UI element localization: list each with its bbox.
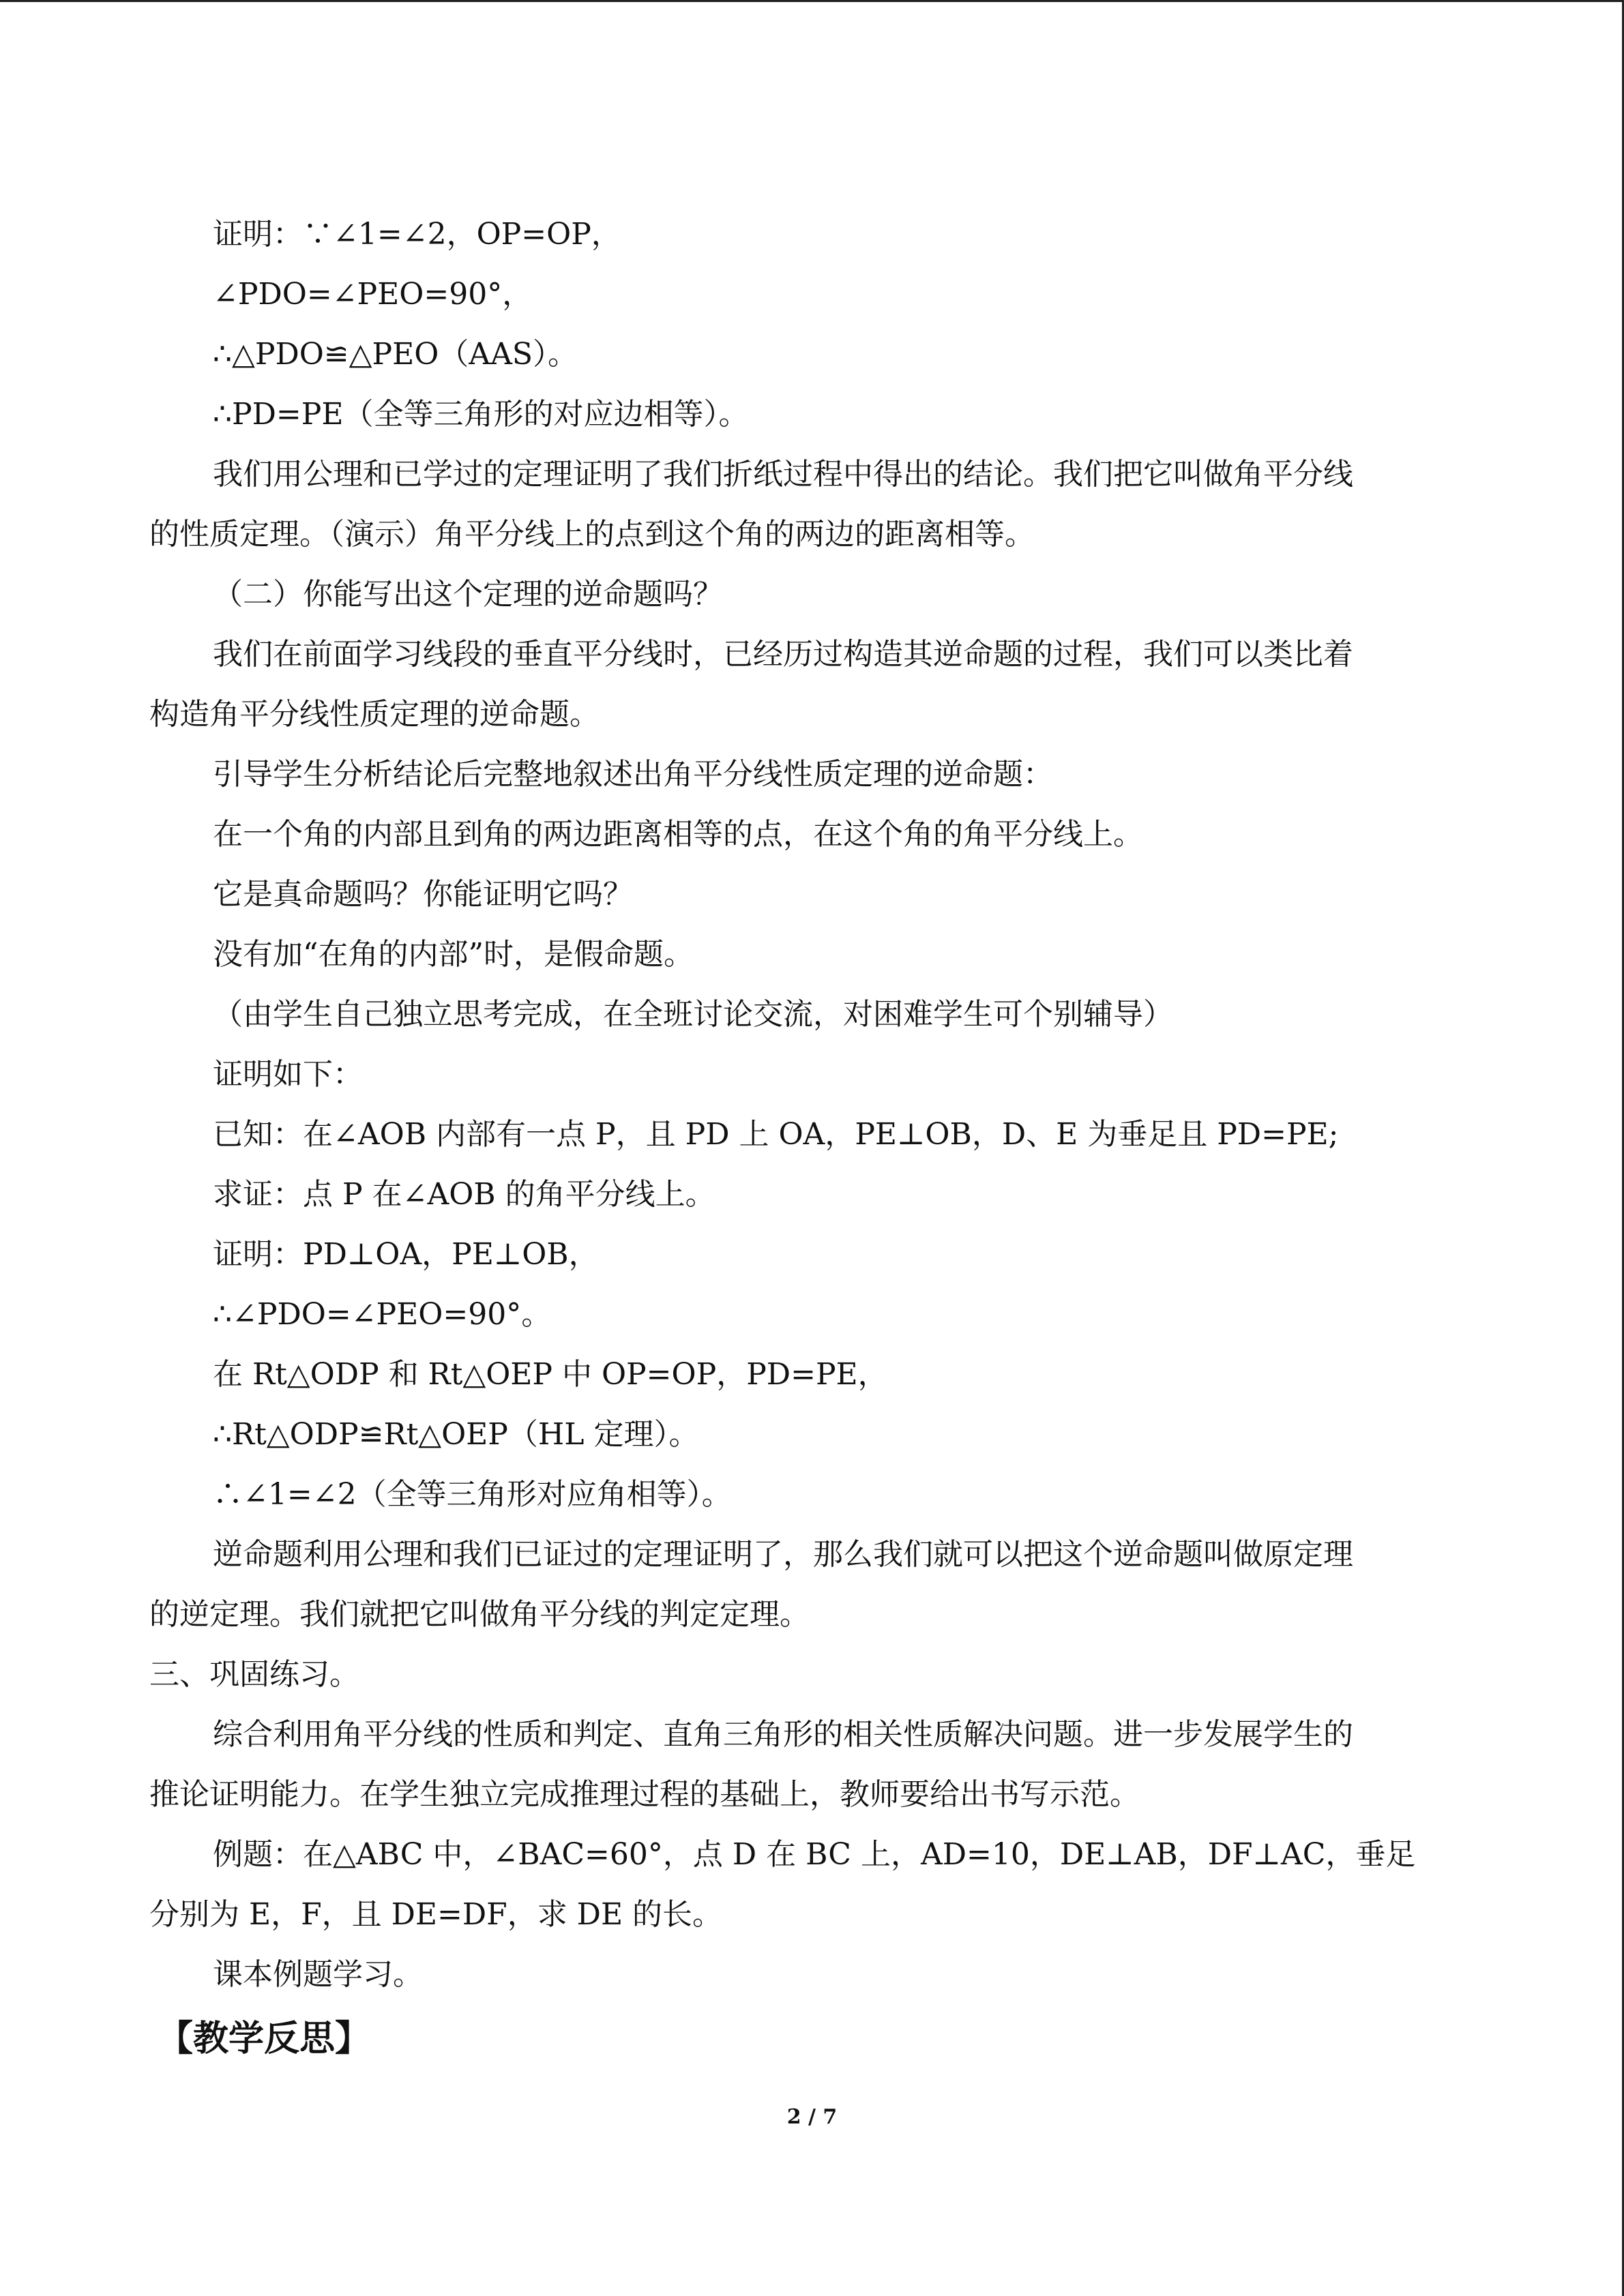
text-line-11: 在一个角的内部且到角的两边距离相等的点，在这个角的角平分线上。 xyxy=(213,817,1143,852)
page-number: 2 / 7 xyxy=(786,2105,838,2129)
text-line-1: 证明：∵∠1=∠2，OP=OP， xyxy=(213,217,621,252)
text-line-10: 引导学生分析结论后完整地叙述出角平分线性质定理的逆命题： xyxy=(213,757,1053,792)
reflection-heading: 【教学反思】 xyxy=(158,2018,371,2059)
text-line-22: ∴∠1=∠2（全等三角形对应角相等）。 xyxy=(213,1477,732,1512)
section-title-practice: 三、巩固练习。 xyxy=(149,1657,359,1692)
text-line-12: 它是真命题吗？你能证明它吗？ xyxy=(213,877,633,912)
text-line-15: 证明如下： xyxy=(213,1057,363,1092)
text-line-26: 综合利用角平分线的性质和判定、直角三角形的相关性质解决问题。进一步发展学生的 xyxy=(213,1717,1353,1752)
text-line-17: 求证：点 P 在∠AOB 的角平分线上。 xyxy=(213,1177,715,1212)
text-line-6: 的性质定理。（演示）角平分线上的点到这个角的两边的距离相等。 xyxy=(149,517,1035,552)
document-body xyxy=(149,205,1462,2073)
text-line-30: 课本例题学习。 xyxy=(213,1957,423,1992)
text-line-2: ∠PDO=∠PEO=90°， xyxy=(213,277,533,312)
text-line-28: 例题：在△ABC 中，∠BAC=60°，点 D 在 BC 上，AD=10，DE⊥AB，DF⊥AC，垂足 xyxy=(213,1837,1416,1872)
text-line-7: （二）你能写出这个定理的逆命题吗？ xyxy=(213,577,723,612)
text-line-29: 分别为 E，F，且 DE=DF，求 DE 的长。 xyxy=(149,1897,723,1932)
text-line-27: 推论证明能力。在学生独立完成推理过程的基础上，教师要给出书写示范。 xyxy=(149,1777,1140,1812)
text-line-9: 构造角平分线性质定理的逆命题。 xyxy=(149,697,600,732)
text-line-21: ∴Rt△ODP≌Rt△OEP（HL 定理）。 xyxy=(213,1417,699,1452)
text-line-24: 的逆定理。我们就把它叫做角平分线的判定定理。 xyxy=(149,1597,810,1632)
text-line-8: 我们在前面学习线段的垂直平分线时，已经历过构造其逆命题的过程，我们可以类比着 xyxy=(213,637,1353,672)
text-line-3: ∴△PDO≌△PEO（AAS）。 xyxy=(213,337,578,372)
text-line-14: （由学生自己独立思考完成，在全班讨论交流，对困难学生可个别辅导） xyxy=(213,997,1173,1032)
text-line-23: 逆命题利用公理和我们已证过的定理证明了，那么我们就可以把这个逆命题叫做原定理 xyxy=(213,1537,1353,1572)
text-line-4: ∴PD=PE（全等三角形的对应边相等）。 xyxy=(213,397,749,432)
text-line-20: 在 Rt△ODP 和 Rt△OEP 中 OP=OP，PD=PE， xyxy=(213,1357,888,1392)
text-line-13: 没有加“在角的内部”时，是假命题。 xyxy=(213,937,694,972)
text-line-18: 证明：PD⊥OA，PE⊥OB， xyxy=(213,1237,599,1272)
text-line-16: 已知：在∠AOB 内部有一点 P，且 PD 上 OA，PE⊥OB，D、E 为垂足且 PD=PE; xyxy=(213,1117,1339,1152)
text-line-19: ∴∠PDO=∠PEO=90°。 xyxy=(213,1297,552,1332)
text-line-5: 我们用公理和已学过的定理证明了我们折纸过程中得出的结论。我们把它叫做角平分线 xyxy=(213,457,1353,492)
